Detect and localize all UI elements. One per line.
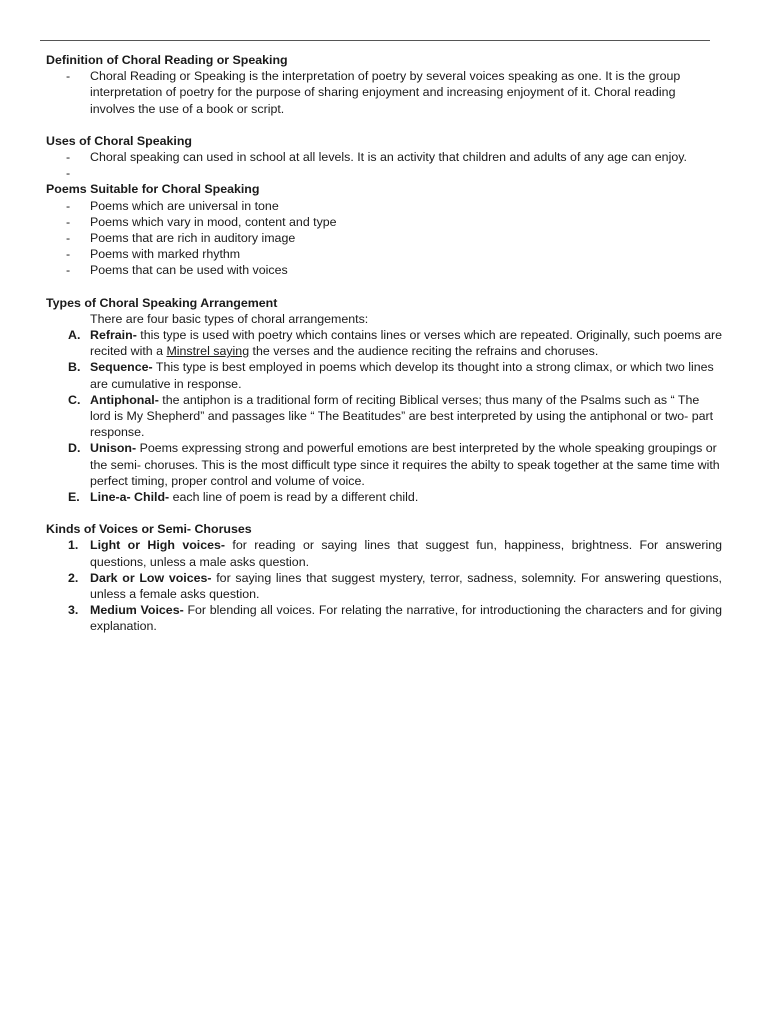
header-rule [40,40,710,41]
list-item-text: Poems which are universal in tone [90,198,279,213]
list-item [46,359,722,391]
dash-marker: - [66,69,71,84]
list-marker: 2. [68,570,79,585]
list-item-text: Poems which vary in mood, content and type [90,214,337,229]
section-title-definition: Definition of Choral Reading or Speaking [46,53,288,67]
list-item-text: Choral speaking can used in school at all levels. It is an activity that children and adults of any age can enjoy. [90,150,687,165]
term: Line-a- Child- [90,490,170,505]
term: Dark or Low voices- [90,570,212,585]
list-marker: A. [68,328,81,343]
term: Light or High voices- [90,538,226,553]
list-item [46,68,722,117]
dash-marker: - [66,166,71,181]
definition-text: the verses and the audience reciting the refrains and choruses. [249,344,599,359]
definition-text: for reading or saying lines that suggest fun, happiness, brightness. For answering questions, unless a male asks question. [90,538,722,569]
list-marker: E. [68,490,80,505]
definition-text: each line of poem is read by a different child. [169,490,419,505]
dash-marker: - [66,247,71,262]
dash-marker: - [66,150,71,165]
definition-text: for saying lines that suggest mystery, terror, sadness, solemnity. For answering questions, unless a female asks question. [90,570,723,602]
section-intro: There are four basic types of choral arrangements: [90,311,369,326]
list-item-text: Choral Reading or Speaking is the interpretation of poetry by several voices speaking as one. It is the group interpretation of poetry for the purpose of sharing enjoyment and increasing enjoyment of it. Choral reading involves the use of a book or script. [90,69,681,116]
list-item [46,327,722,359]
list-item [46,262,722,278]
list-item [46,198,722,214]
list-item [46,392,722,441]
list-item [46,570,722,602]
definition-text: the antiphon is a traditional form of reciting Biblical verses; thus many of the Psalms such as “ The lord is My Shepherd” and passages like “ The Beatitudes” are best interpreted by using the antiphonal or two- part response. [90,392,714,440]
dash-marker: - [66,231,71,246]
list-item [46,214,722,230]
section-title-poems: Poems Suitable for Choral Speaking [46,182,260,197]
list-item [46,489,722,505]
definition-text: this type is used with poetry which contains lines or verses which are repeated. Originally, such poems are recited with a [90,328,722,359]
list-marker: B. [68,360,81,375]
term: Refrain- [90,328,137,343]
list-marker: 1. [68,538,79,553]
list-marker: C. [68,392,81,407]
list-item [46,440,722,489]
list-item [46,149,722,165]
list-item [46,165,722,181]
list-marker: D. [68,441,81,456]
dash-marker: - [66,263,71,278]
term: Unison- [90,441,137,456]
section-title-kinds: Kinds of Voices or Semi- Choruses [46,522,252,537]
list-item-text: Poems with marked rhythm [90,247,241,262]
document-body [46,52,722,635]
list-marker: 3. [68,603,79,618]
section-title-uses: Uses of Choral Speaking [46,133,192,148]
definition-text: Poems expressing strong and powerful emotions are best interpreted by the whole speaking groupings or the semi- choruses. This is the most difficult type since it requires the abilty to speak together at the same time with perfect timing, proper control and volume of voice. [90,441,720,488]
dash-marker: - [66,214,71,229]
underlined-text: Minstrel saying [166,344,250,359]
list-item [46,537,722,569]
term: Medium Voices- [90,603,184,618]
dash-marker: - [66,198,71,213]
definition-text: This type is best employed in poems which develop its thought into a strong climax, or which two lines are cumulative in response. [90,360,714,391]
list-item-text: Poems that can be used with voices [90,263,288,278]
list-item-text: Poems that are rich in auditory image [90,231,296,246]
definition-text: For blending all voices. For relating the narrative, for introductioning the characters and for giving explanation. [90,603,722,634]
list-item [46,602,722,634]
list-item [46,230,722,246]
term: Sequence- [90,360,153,375]
section-title-types: Types of Choral Speaking Arrangement [46,295,278,310]
term: Antiphonal- [90,392,159,407]
list-item [46,246,722,262]
